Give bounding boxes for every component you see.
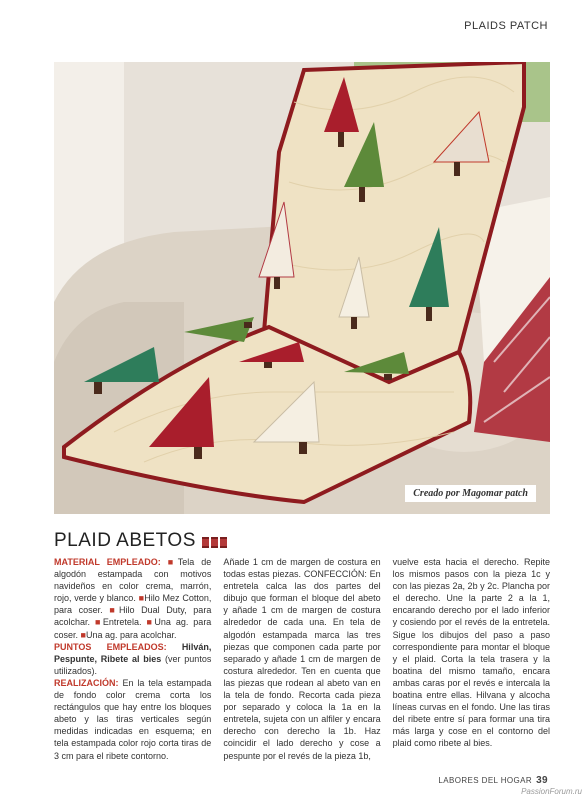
watermark: PassionForum.ru [521, 787, 582, 796]
bullet-square-icon: ■ [109, 605, 119, 616]
article-photo [54, 62, 550, 514]
page-footer [438, 775, 548, 786]
difficulty-spools-icon [202, 537, 227, 548]
bullet-square-icon: ■ [80, 629, 86, 640]
spool-icon [202, 537, 209, 548]
spool-icon [220, 537, 227, 548]
article-body [54, 556, 550, 762]
puntos-note: (ver puntos utilizados). [54, 653, 212, 676]
article-title: PLAID ABETOS [54, 530, 196, 551]
material-item: Entretela. [102, 617, 142, 628]
bullet-square-icon: ■ [138, 593, 145, 604]
material-label: MATERIAL EMPLEADO: [54, 557, 161, 567]
magazine-name: LABORES DEL HOGAR [438, 776, 533, 785]
realizacion-label: REALIZACIÓN: [54, 677, 119, 688]
bullet-square-icon: ■ [146, 617, 155, 628]
material-item: Hilo Dual Duty, para acolchar. [54, 605, 212, 628]
puntos-label: PUNTOS EMPLEADOS: [54, 641, 167, 652]
article-column-2: Añade 1 cm de margen de costura en todas estas piezas. CONFECCIÓN: En entretela calca las dos partes del dibujo que forman el bloque del abeto y añade 1 cm de margen de costura alrededor de cada una. En tela de algodón estampada marca las tres piezas que componen cada parte por separado y añade 1 cm de margen de costura alrededor. Ten en cuenta que las piezas que rodean al abeto van en la tela de fondo. Recorta cada pieza por separado y coloca la 1a en la entretela, sujeta con un alfiler y encara derecho con derecho la 1b. Haz coincidir el lado derecho y cose a pespunte por el revés de la pieza 1b, [223, 557, 381, 761]
spool-icon [211, 537, 218, 548]
article-title-row [54, 530, 227, 552]
photo-caption: Creado por Magomar patch [405, 485, 536, 502]
section-label: PLAIDS PATCH [464, 20, 548, 32]
article-column-1 [54, 556, 211, 762]
page-number: 39 [536, 775, 548, 786]
realizacion-text: En la tela estampada de fondo color crema corta los rectángulos que hay entre los bloques abeto y las tiras verticales según medidas indicadas en esquema; en tela estampada color rojo corta tiras de 3 cm para el ribete contorno. [54, 677, 212, 761]
bullet-square-icon: ■ [167, 557, 178, 567]
bullet-square-icon: ■ [95, 617, 103, 628]
material-item: Una ag. para coser. [54, 617, 212, 640]
puntos-list: Hilván, Pespunte, Ribete al bies [54, 641, 212, 664]
material-item: Tela de algodón estampada con motivos navideños en color crema, marrón, rojo, verde y blanco. [54, 557, 212, 604]
material-item: Una ag. para acolchar. [85, 629, 177, 640]
material-item: Hilo Mez Cotton, para coser. [54, 593, 212, 616]
quilt-illustration [54, 62, 550, 514]
article-column-3: vuelve esta hacia el derecho. Repite los mismos pasos con la pieza 1c y con las piezas 2a, 2b y 2c. Plancha por el derecho. Une la parte 2 a la 1, encarando derecho por el lado inferior y cosiendo por el revés de la entretela. Sigue los dibujos del paso a paso correspondiente para montar el bloque y el plaid. Corta la tela trasera y la boatina del mismo tamaño, encara ambas caras por el revés e intercala la boatina entre ellas. Hilvana y alcocha líneas curvas en el fondo. Une las tiras del ribete entre sí para formar una tira más larga y cose en el contorno del plaid como ribete al bies. [392, 557, 550, 749]
